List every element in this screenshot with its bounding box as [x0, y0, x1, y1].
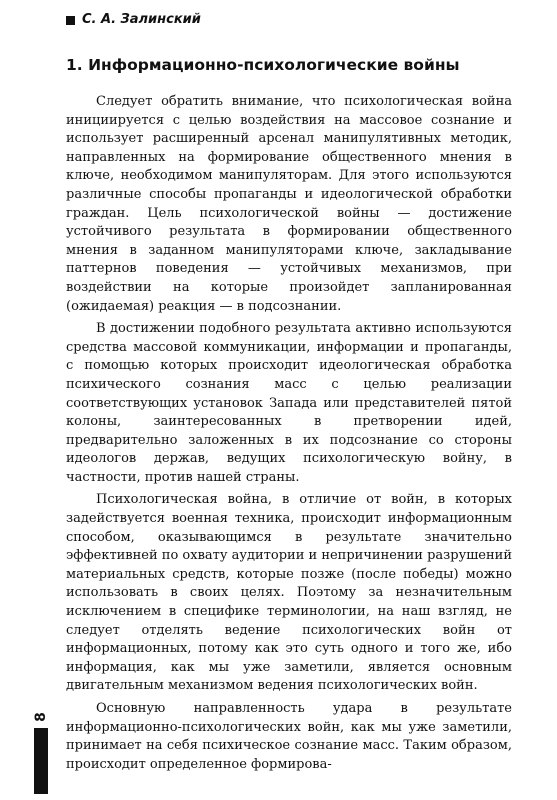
section-title: 1. Информационно-психологические войны: [66, 56, 460, 74]
paragraph-1: Следует обратить внимание, что психологическая война инициируется с целью воздействия на массовое сознание и использует расширенный арсенал манипулятивных методик, направленных на формирование общественного мнения в ключе, необходимом манипуляторам. Для этого используются различные способы пропаганды и идеологической обработки граждан. Цель психологической войны — достижение устойчивого результата в формировании общественного мнения в заданном манипуляторами ключе, закладывание паттернов поведения — устойчивых механизмов, при воздействии на которые произойдет запланированная (ожидаемая) реакция — в подсознании.: [66, 94, 512, 314]
side-tab-marker: [34, 728, 48, 794]
author-name: С. А. Залинский: [82, 12, 201, 27]
paragraph-2: В достижении подобного результата активно используются средства массовой коммуникации, информации и пропаганды, с помощью которых происходит идеологическая обработка психического сознания масс с целью реализации соответствующих установок Запада или представителей пятой колоны, заинтересованных в претворении идей, предварительно заложенных в их подсознание со стороны идеологов держав, ведущих психологическую войну, в частности, против нашей страны.: [66, 321, 512, 485]
paragraph-4: Основную направленность удара в результате информационно-психологических войн, как мы уже заметили, принимает на себя психическое сознание масс. Таким образом, происходит определенное формирова-: [66, 701, 512, 772]
page-number: 8: [33, 712, 49, 722]
body-text: [66, 93, 512, 774]
square-bullet-icon: [66, 16, 75, 25]
running-head: [66, 12, 201, 28]
paragraph-3: Психологическая война, в отличие от войн, в которых задействуется военная техника, происходит информационным способом, оказывающимся в результате значительно эффективней по охвату аудитории и непричинении разрушений материальных средств, которые позже (после победы) можно использовать в своих целях. Поэтому за незначительным исключением в специфике терминологии, на наш взгляд, не следует отделять ведение психологических войн от информационных, потому как это суть одного и того же, ибо информация, как мы уже заметили, является основным двигательным механизмом ведения психологических войн.: [66, 492, 512, 694]
